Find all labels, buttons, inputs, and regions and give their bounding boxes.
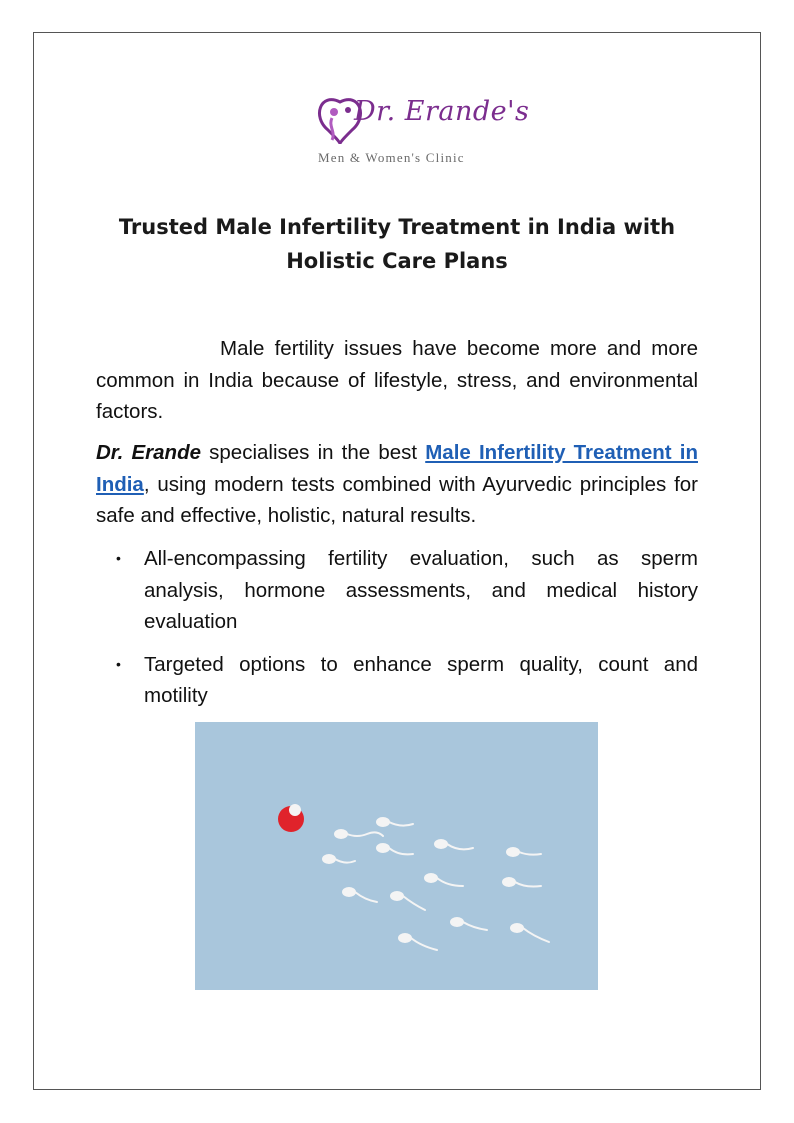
body-paragraph: [96, 437, 698, 532]
clinic-logo: [310, 92, 530, 172]
logo-brand-text: Dr. Erande's: [354, 96, 530, 127]
list-item: [96, 649, 698, 712]
feature-list: [96, 543, 698, 723]
body-text-after-link: , using modern tests combined with Ayurvedic principles for safe and effective, holistic, natural results.: [96, 472, 698, 527]
bullet-dot-icon: •: [116, 655, 121, 672]
bullet-dot-icon: •: [116, 550, 121, 566]
logo-subtitle: Men & Women's Clinic: [318, 150, 465, 165]
list-item: [96, 543, 698, 638]
treatment-link[interactable]: Male Infertility Treatment in India: [96, 441, 698, 496]
list-item-text: All-encompassing fertility evaluation, such as sperm analysis, hormone assessments, and medical history evaluation: [144, 547, 698, 633]
body-text-before-link: specialises in the best: [201, 441, 426, 464]
author-name: Dr. Erande: [96, 441, 201, 464]
image-background: [195, 722, 598, 990]
sperm-egg-illustration: [195, 722, 598, 990]
page-title: [96, 210, 698, 278]
title-line-2: Holistic Care Plans: [286, 249, 508, 273]
intro-paragraph: Male fertility issues have become more and more common in India because of lifestyle, stress, and environmental factors.: [96, 337, 698, 423]
title-line-1: Trusted Male Infertility Treatment in India with: [118, 215, 676, 239]
list-item-text: Targeted options to enhance sperm quality, count and motility: [144, 652, 698, 707]
